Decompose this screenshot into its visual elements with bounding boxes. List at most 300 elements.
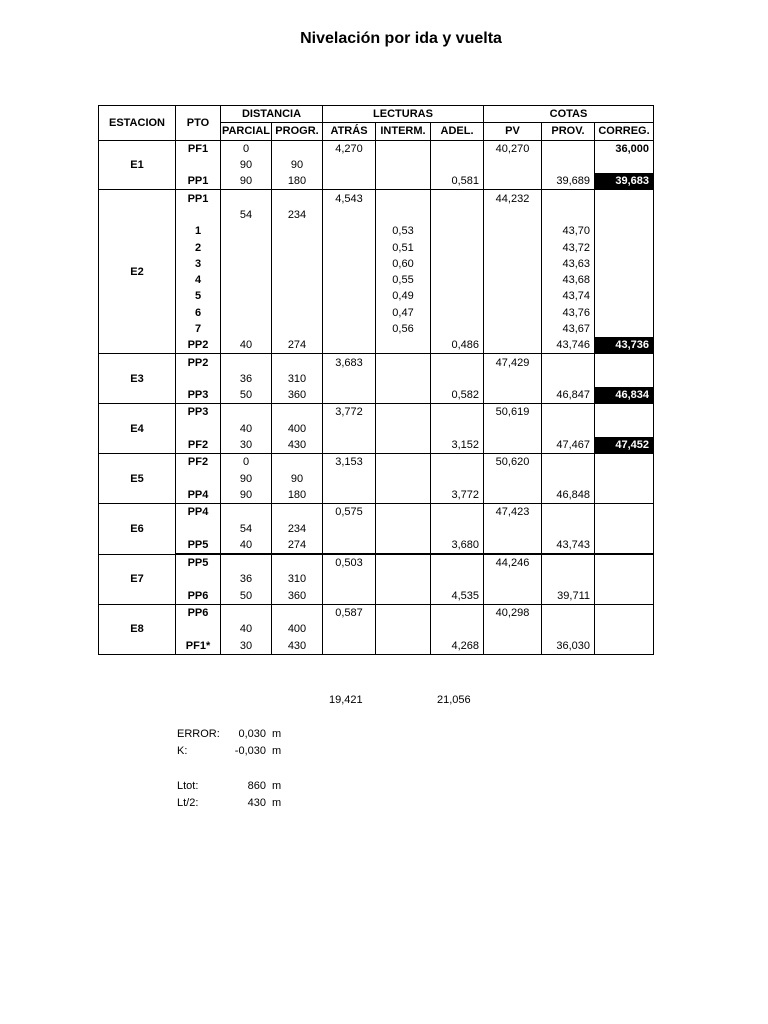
cell-pto: 4 [176,272,221,288]
cell-adel [431,371,484,387]
cell-interm [376,354,431,371]
station-label: E1 [99,140,176,190]
header-lecturas: LECTURAS [323,106,484,123]
cell-pto: 2 [176,239,221,255]
cell-pto: PP2 [176,337,221,354]
cell-correg [595,239,654,255]
cell-interm: 0,60 [376,256,431,272]
cell-pto: PF2 [176,454,221,471]
k-label: K: [177,745,188,757]
cell-atras [323,157,376,173]
cell-interm [376,173,431,190]
cell-pv [484,387,542,404]
cell-prov [542,520,595,536]
cell-adel [431,471,484,487]
cell-adel [431,321,484,337]
cell-parcial: 0 [221,454,272,471]
cell-progr [272,140,323,157]
cell-adel: 3,152 [431,437,484,454]
cell-prov [542,140,595,157]
cell-progr: 274 [272,337,323,354]
cell-pto: PP3 [176,404,221,421]
cell-atras: 4,543 [323,190,376,207]
cell-prov: 47,467 [542,437,595,454]
cell-adel [431,421,484,437]
header-cotas: COTAS [484,106,654,123]
cell-parcial: 40 [221,337,272,354]
cell-prov [542,504,595,521]
cell-interm: 0,51 [376,239,431,255]
header-pv: PV [484,123,542,140]
cell-prov [542,554,595,571]
cell-pto: PP5 [176,537,221,554]
cell-pv: 40,270 [484,140,542,157]
ltot-unit: m [272,780,282,792]
cell-interm [376,157,431,173]
cell-adel: 3,680 [431,537,484,554]
cell-prov: 39,711 [542,588,595,605]
cell-progr [272,554,323,571]
cell-atras [323,288,376,304]
cell-adel [431,288,484,304]
cell-atras [323,387,376,404]
cell-atras [323,371,376,387]
cell-pv [484,371,542,387]
k-unit: m [272,745,282,757]
cell-interm: 0,49 [376,288,431,304]
lt2-label: Lt/2: [177,797,199,809]
cell-prov: 43,68 [542,272,595,288]
cell-pto: 1 [176,223,221,239]
header-atras: ATRÁS [323,123,376,140]
cell-parcial: 90 [221,471,272,487]
cell-correg [595,604,654,621]
cell-prov: 43,746 [542,337,595,354]
cell-prov: 46,847 [542,387,595,404]
cell-parcial: 30 [221,638,272,655]
table-row [99,421,654,437]
cell-pv [484,239,542,255]
cell-parcial: 54 [221,207,272,223]
cell-pto: PF2 [176,437,221,454]
cell-pto: 3 [176,256,221,272]
ltot-value: 860 [247,780,266,792]
cell-interm [376,387,431,404]
cell-parcial: 50 [221,588,272,605]
cell-parcial [221,354,272,371]
cell-interm [376,190,431,207]
cell-adel [431,305,484,321]
cell-correg [595,157,654,173]
cell-correg [595,621,654,637]
cell-interm: 0,47 [376,305,431,321]
cell-atras [323,437,376,454]
cell-parcial [221,288,272,304]
leveling-table [98,105,654,655]
table-row [99,621,654,637]
cell-pv [484,305,542,321]
cell-prov [542,421,595,437]
cell-pto: PP1 [176,173,221,190]
cell-pv [484,588,542,605]
cell-progr [272,504,323,521]
cell-progr: 180 [272,487,323,504]
cell-progr [272,321,323,337]
table-row [99,638,654,655]
table-row [99,504,654,521]
cell-atras [323,588,376,605]
cell-adel [431,571,484,587]
cell-pto: 6 [176,305,221,321]
table-row [99,387,654,404]
cell-pv: 50,619 [484,404,542,421]
cell-adel [431,223,484,239]
table-row [99,272,654,288]
cell-parcial [221,190,272,207]
cell-atras [323,638,376,655]
cell-interm [376,604,431,621]
cell-parcial: 36 [221,371,272,387]
table-row [99,487,654,504]
cell-interm [376,520,431,536]
cell-parcial: 90 [221,173,272,190]
table-row [99,239,654,255]
cell-parcial [221,404,272,421]
error-value: 0,030 [238,728,266,740]
cell-correg [595,404,654,421]
cell-progr: 274 [272,537,323,554]
cell-adel: 0,486 [431,337,484,354]
cell-parcial [221,239,272,255]
cell-atras [323,173,376,190]
cell-prov: 43,74 [542,288,595,304]
cell-progr [272,288,323,304]
cell-prov: 43,70 [542,223,595,239]
cell-prov [542,404,595,421]
cell-adel [431,157,484,173]
cell-pto [176,207,221,223]
table-row [99,256,654,272]
cell-interm [376,337,431,354]
cell-pv [484,207,542,223]
cell-atras [323,421,376,437]
cell-prov [542,207,595,223]
header-progr: PROGR. [272,123,323,140]
header-interm: INTERM. [376,123,431,140]
cell-prov: 36,030 [542,638,595,655]
station-label: E6 [99,504,176,554]
station-label: E5 [99,454,176,504]
cell-atras [323,571,376,587]
cell-progr [272,404,323,421]
cell-interm [376,421,431,437]
cell-adel: 4,268 [431,638,484,655]
lt2-value: 430 [247,797,266,809]
header-correg: CORREG. [595,123,654,140]
cell-progr [272,239,323,255]
cell-pto [176,371,221,387]
cell-parcial [221,272,272,288]
cell-pto [176,157,221,173]
cell-prov [542,454,595,471]
cell-progr: 430 [272,638,323,655]
cell-interm [376,487,431,504]
cell-progr: 360 [272,387,323,404]
cell-correg [595,371,654,387]
cell-atras: 0,587 [323,604,376,621]
table-row [99,554,654,571]
cell-pv [484,321,542,337]
cell-atras [323,321,376,337]
cell-progr: 400 [272,421,323,437]
cell-progr: 234 [272,207,323,223]
table-row [99,588,654,605]
cell-correg [595,520,654,536]
cell-parcial: 90 [221,487,272,504]
cell-progr [272,190,323,207]
cell-progr [272,223,323,239]
header-adel: ADEL. [431,123,484,140]
cell-pto: PP6 [176,604,221,621]
cell-correg [595,471,654,487]
header-pto: PTO [176,106,221,141]
cell-adel: 3,772 [431,487,484,504]
error-label: ERROR: [177,728,220,740]
cell-prov: 43,76 [542,305,595,321]
cell-parcial: 40 [221,537,272,554]
cell-adel: 0,581 [431,173,484,190]
cell-pto: PF1 [176,140,221,157]
page-title: Nivelación por ida y vuelta [300,30,502,47]
cell-correg [595,288,654,304]
table-row [99,537,654,554]
cell-pv [484,437,542,454]
cell-adel [431,272,484,288]
table-row [99,157,654,173]
table-row [99,337,654,354]
cell-pv [484,537,542,554]
table-row [99,223,654,239]
cell-pto [176,471,221,487]
cell-atras: 0,503 [323,554,376,571]
cell-interm: 0,56 [376,321,431,337]
cell-pv [484,638,542,655]
cell-progr: 310 [272,371,323,387]
cell-atras [323,520,376,536]
cell-atras: 3,772 [323,404,376,421]
cell-pv: 40,298 [484,604,542,621]
cell-interm [376,404,431,421]
cell-correg: 36,000 [595,140,654,157]
cell-correg: 46,834 [595,387,654,404]
cell-pv: 50,620 [484,454,542,471]
table-row [99,471,654,487]
cell-adel [431,239,484,255]
cell-correg [595,272,654,288]
cell-adel [431,454,484,471]
cell-prov [542,604,595,621]
cell-correg [595,305,654,321]
cell-interm [376,454,431,471]
cell-interm [376,140,431,157]
cell-atras [323,239,376,255]
cell-correg [595,571,654,587]
cell-prov [542,471,595,487]
cell-pto: PP3 [176,387,221,404]
cell-parcial: 40 [221,421,272,437]
cell-pv [484,173,542,190]
cell-parcial: 54 [221,520,272,536]
ltot-label: Ltot: [177,780,199,792]
cell-progr: 90 [272,157,323,173]
cell-progr [272,604,323,621]
cell-interm [376,638,431,655]
table-row [99,354,654,371]
cell-pv [484,487,542,504]
header-distancia: DISTANCIA [221,106,323,123]
cell-prov [542,371,595,387]
cell-pv: 44,232 [484,190,542,207]
cell-prov: 43,63 [542,256,595,272]
station-label: E2 [99,190,176,354]
cell-correg [595,454,654,471]
cell-progr: 360 [272,588,323,605]
cell-adel: 4,535 [431,588,484,605]
cell-progr: 90 [272,471,323,487]
cell-correg [595,223,654,239]
cell-adel [431,354,484,371]
cell-correg [595,321,654,337]
cell-prov: 43,72 [542,239,595,255]
cell-atras [323,272,376,288]
cell-adel [431,190,484,207]
cell-adel [431,554,484,571]
cell-pv: 44,246 [484,554,542,571]
header-parcial: PARCIAL [221,123,272,140]
cell-prov: 43,67 [542,321,595,337]
table-row [99,520,654,536]
table-row [99,437,654,454]
cell-pv: 47,429 [484,354,542,371]
table-body [99,140,654,654]
cell-interm [376,554,431,571]
header-prov: PROV. [542,123,595,140]
cell-parcial [221,604,272,621]
total-atras: 19,421 [329,694,363,706]
cell-interm [376,207,431,223]
cell-correg [595,207,654,223]
cell-interm [376,504,431,521]
cell-atras [323,621,376,637]
cell-correg [595,588,654,605]
cell-parcial: 50 [221,387,272,404]
cell-atras: 0,575 [323,504,376,521]
cell-pv [484,288,542,304]
cell-parcial: 40 [221,621,272,637]
cell-correg [595,554,654,571]
cell-parcial [221,305,272,321]
cell-correg [595,256,654,272]
cell-atras: 3,153 [323,454,376,471]
table-row [99,305,654,321]
cell-correg [595,354,654,371]
cell-progr [272,454,323,471]
table-row [99,207,654,223]
cell-adel: 0,582 [431,387,484,404]
cell-correg [595,537,654,554]
cell-pv [484,471,542,487]
cell-progr: 430 [272,437,323,454]
cell-correg [595,190,654,207]
station-label: E4 [99,404,176,454]
cell-parcial [221,504,272,521]
table-row [99,604,654,621]
cell-atras [323,305,376,321]
table-header [99,106,654,141]
cell-interm [376,437,431,454]
table-row [99,190,654,207]
error-unit: m [272,728,282,740]
cell-progr [272,272,323,288]
cell-correg [595,487,654,504]
cell-pv [484,256,542,272]
cell-pv [484,337,542,354]
cell-adel [431,207,484,223]
cell-pv [484,571,542,587]
cell-pto: PP6 [176,588,221,605]
cell-progr [272,305,323,321]
cell-pv [484,157,542,173]
cell-interm: 0,55 [376,272,431,288]
cell-prov: 39,689 [542,173,595,190]
k-value: -0,030 [234,745,266,757]
cell-pv: 47,423 [484,504,542,521]
cell-pto: PP1 [176,190,221,207]
cell-parcial [221,321,272,337]
table-row [99,371,654,387]
cell-prov [542,354,595,371]
cell-atras [323,223,376,239]
cell-pv [484,223,542,239]
table-row [99,571,654,587]
station-label: E7 [99,554,176,604]
cell-pto [176,621,221,637]
table-row [99,404,654,421]
cell-atras [323,256,376,272]
cell-atras [323,337,376,354]
cell-parcial: 30 [221,437,272,454]
cell-pto: PF1* [176,638,221,655]
cell-atras: 3,683 [323,354,376,371]
cell-correg: 47,452 [595,437,654,454]
cell-pto: PP4 [176,487,221,504]
cell-parcial [221,223,272,239]
cell-pto: 7 [176,321,221,337]
cell-pto [176,421,221,437]
station-label: E3 [99,354,176,404]
cell-correg [595,421,654,437]
cell-pv [484,621,542,637]
cell-correg [595,638,654,655]
cell-pto: PP4 [176,504,221,521]
cell-progr [272,256,323,272]
lt2-unit: m [272,797,282,809]
cell-atras [323,207,376,223]
cell-progr: 400 [272,621,323,637]
cell-parcial: 90 [221,157,272,173]
cell-interm [376,371,431,387]
cell-prov: 46,848 [542,487,595,504]
